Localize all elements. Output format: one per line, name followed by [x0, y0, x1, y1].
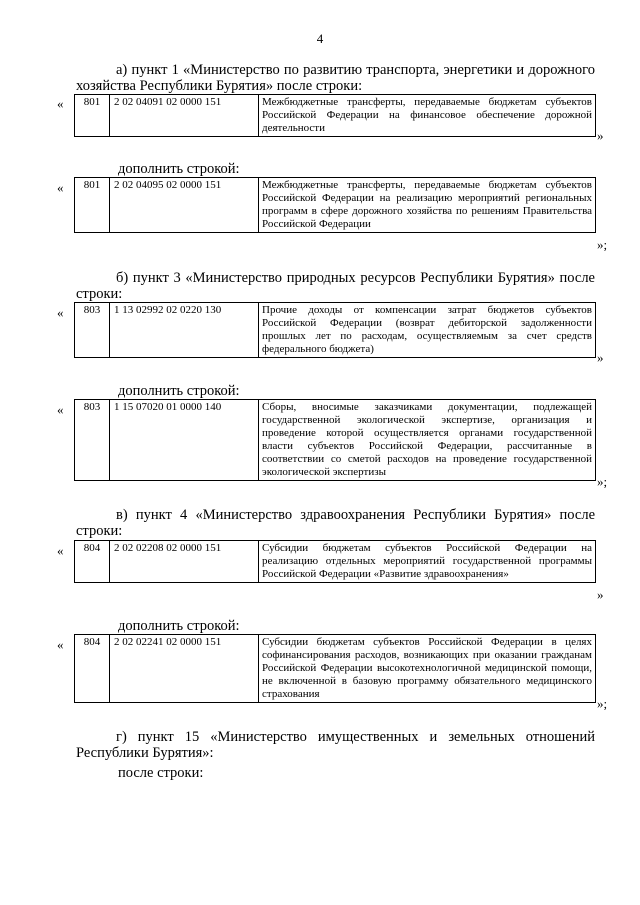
budget-code-cell: 1 15 07020 01 0000 140 — [110, 400, 259, 481]
page-number: 4 — [316, 31, 324, 46]
admin-code-cell: 804 — [75, 541, 110, 583]
add-row-label: дополнить строкой: — [118, 161, 240, 177]
revenue-name-cell: Субсидии бюджетам субъектов Российской Федерации в целях софинансирования расходов, возникающих при оказании гражданам Российской Федерации высокотехнологичной медицинской помощи, не включенной в базовую программу обязательного медицинского страхования — [259, 635, 596, 703]
quote-close: »; — [597, 474, 608, 489]
revenue-name-cell: Межбюджетные трансферты, передаваемые бюджетам субъектов Российской Федерации на финансовое обеспечение дорожной деятельности — [259, 95, 596, 137]
budget-code-cell: 2 02 04095 02 0000 151 — [110, 178, 259, 233]
section-g-intro: г) пункт 15 «Министерство имущественных и земельных отношений Республики Бурятия»: — [76, 729, 595, 761]
add-row-label: дополнить строкой: — [118, 383, 240, 399]
section-b-intro: б) пункт 3 «Министерство природных ресурсов Республики Бурятия» после строки: — [76, 270, 595, 302]
budget-code-cell: 2 02 02208 02 0000 151 — [110, 541, 259, 583]
budget-code-cell: 1 13 02992 02 0220 130 — [110, 303, 259, 358]
section-v-intro: в) пункт 4 «Министерство здравоохранения Республики Бурятия» после строки: — [76, 507, 595, 539]
revenue-name-cell: Прочие доходы от компенсации затрат бюджетов субъектов Российской Федерации (возврат дебиторской задолженности прошлых лет по расходам, осуществляемым за счет средств федерального бюджета) — [259, 303, 596, 358]
admin-code-cell: 803 — [75, 400, 110, 481]
quote-close: » — [597, 128, 604, 143]
quote-close: »; — [597, 237, 608, 252]
quote-open: « — [57, 402, 64, 417]
revenue-name-cell: Межбюджетные трансферты, передаваемые бюджетам субъектов Российской Федерации на реализацию мероприятий региональных программ в сфере дорожного хозяйства по решениям Правительства Российской Федерации — [259, 178, 596, 233]
section-a-intro: а) пункт 1 «Министерство по развитию транспорта, энергетики и дорожного хозяйства Республики Бурятия» после строки: — [76, 62, 595, 94]
admin-code-cell: 804 — [75, 635, 110, 703]
code-table-row — [74, 634, 596, 703]
budget-code-cell: 2 02 02241 02 0000 151 — [110, 635, 259, 703]
revenue-name-cell: Сборы, вносимые заказчиками документации, подлежащей государственной экологической экспертизе, организация и проведение которой осуществляется органами государственной власти субъектов Российской Федерации, рассчитанные в соответствии со сметой расходов на проведение государственной экологической экспертизы — [259, 400, 596, 481]
code-table-row — [74, 177, 596, 233]
quote-open: « — [57, 180, 64, 195]
add-row-label: дополнить строкой: — [118, 618, 240, 634]
admin-code-cell: 801 — [75, 95, 110, 137]
budget-code-cell: 2 02 04091 02 0000 151 — [110, 95, 259, 137]
quote-close: » — [597, 587, 604, 602]
quote-close: »; — [597, 696, 608, 711]
quote-open: « — [57, 96, 64, 111]
admin-code-cell: 801 — [75, 178, 110, 233]
quote-close: » — [597, 350, 604, 365]
code-table-row — [74, 399, 596, 481]
code-table-row — [74, 94, 596, 137]
quote-open: « — [57, 543, 64, 558]
after-row-label: после строки: — [118, 765, 204, 781]
code-table-row — [74, 540, 596, 583]
admin-code-cell: 803 — [75, 303, 110, 358]
quote-open: « — [57, 305, 64, 320]
revenue-name-cell: Субсидии бюджетам субъектов Российской Федерации на реализацию отдельных мероприятий государственной программы Российской Федерации «Развитие здравоохранения» — [259, 541, 596, 583]
code-table-row — [74, 302, 596, 358]
quote-open: « — [57, 637, 64, 652]
